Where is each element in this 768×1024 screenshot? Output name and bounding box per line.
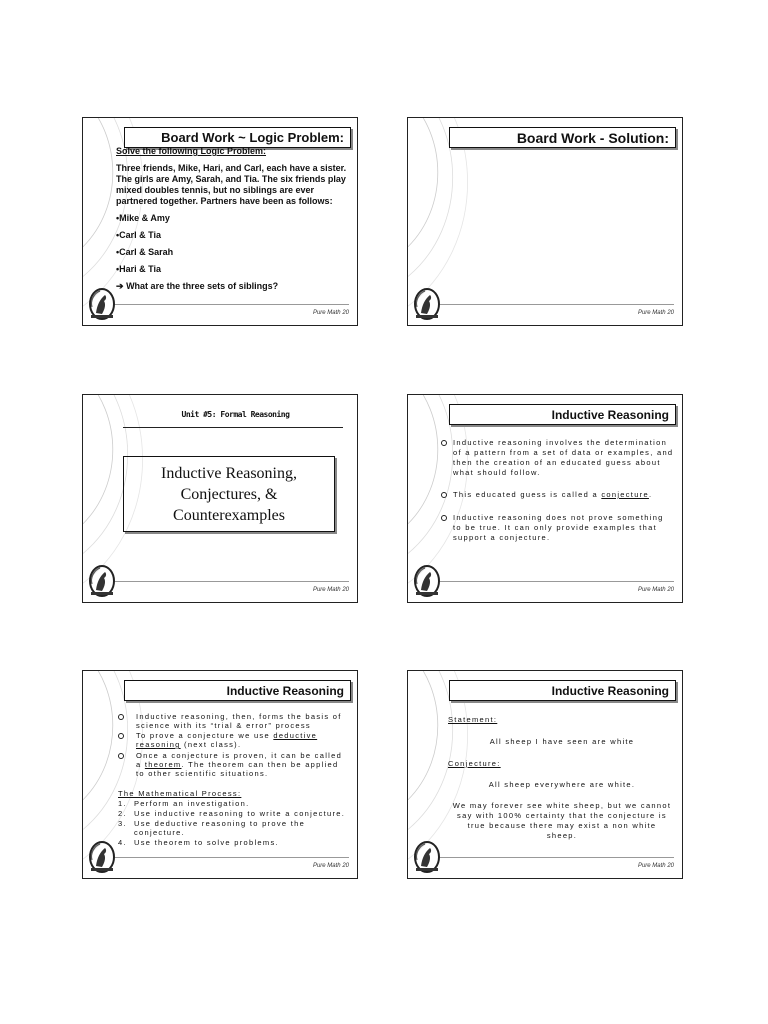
- bullet-icon: [441, 440, 447, 446]
- slide-unit-title: [82, 394, 358, 603]
- school-logo-icon: [413, 840, 441, 874]
- bullet-text: [118, 731, 350, 749]
- school-logo-icon: [88, 840, 116, 874]
- deductive-reasoning-term: deductive reasoning: [136, 731, 318, 749]
- conjecture-note: We may forever see white sheep, but we cannot say with 100% certainty that the conjecture is true because there may exist a non white sheep.: [452, 801, 672, 840]
- process-heading: The Mathematical Process:: [118, 789, 242, 798]
- slide-decoration: [408, 118, 682, 325]
- conjecture-label: Conjecture:: [448, 759, 501, 768]
- step-text: Use deductive reasoning to prove the conjecture.: [134, 819, 306, 837]
- arrow-icon: ➔: [116, 281, 124, 291]
- bullet-text: Inductive reasoning involves the determination of a pattern from a set of data or examples, and then the creation of an educated guess about what should follow.: [453, 438, 674, 477]
- footer-divider: [438, 304, 674, 305]
- bullet-item: [441, 490, 675, 500]
- main-title-line: Counterexamples: [173, 507, 285, 524]
- bullet-item: [118, 751, 350, 778]
- bullet-icon: [118, 753, 124, 759]
- process-step: [118, 819, 350, 837]
- process-steps: [118, 799, 350, 847]
- step-number: 2.: [118, 809, 127, 818]
- bullet-icon: [118, 733, 124, 739]
- school-logo-icon: [88, 564, 116, 598]
- slide-title: Inductive Reasoning: [449, 680, 676, 701]
- bullet-text-part: To prove a conjecture we use: [136, 731, 274, 740]
- bullet-icon: [441, 492, 447, 498]
- slide-title: Inductive Reasoning: [449, 404, 676, 425]
- slide-inductive-reasoning-process: [82, 670, 358, 879]
- slide-inductive-reasoning-example: [407, 670, 683, 879]
- bullet-icon: [441, 515, 447, 521]
- bullet-text-part: Once a conjecture is proven, it can be called a: [136, 751, 343, 769]
- footer-divider: [438, 581, 674, 582]
- unit-label: Unit #5: Formal Reasoning: [181, 410, 290, 419]
- step-text: Perform an investigation.: [134, 799, 250, 808]
- step-number: 3.: [118, 819, 127, 828]
- logic-problem-paragraph: Three friends, Mike, Hari, and Carl, each have a sister. The girls are Amy, Sarah, and Tia. The six friends play mixed doubles tennis, but no siblings are ever partnered together. Partners have been as follows:: [116, 163, 347, 206]
- main-title-box: [123, 456, 335, 532]
- logic-problem-body: [116, 146, 352, 298]
- bullet-text-part: (next class).: [180, 740, 242, 749]
- step-text: Use theorem to solve problems.: [134, 838, 279, 847]
- pair-item: •Hari & Tia: [116, 264, 161, 274]
- slide-logic-problem: [82, 117, 358, 326]
- process-step: [118, 799, 350, 808]
- unit-underline: [123, 427, 343, 428]
- process-step: [118, 809, 350, 818]
- bullet-icon: [118, 714, 124, 720]
- bullet-text: [118, 751, 350, 778]
- footer-divider: [438, 857, 674, 858]
- pair-item: •Carl & Sarah: [116, 247, 174, 257]
- pair-item: •Mike & Amy: [116, 213, 170, 223]
- main-title-line: Conjectures, &: [180, 486, 278, 503]
- main-title-line: Inductive Reasoning,: [161, 465, 297, 482]
- bullet-text: [441, 490, 675, 500]
- footer-divider: [113, 304, 349, 305]
- logic-question: [116, 281, 352, 292]
- step-number: 1.: [118, 799, 127, 808]
- slide-decoration: [408, 671, 682, 878]
- conjecture-term: conjecture: [601, 490, 649, 499]
- school-logo-icon: [88, 287, 116, 321]
- slide-solution: [407, 117, 683, 326]
- logic-problem-heading: Solve the following Logic Problem:: [116, 146, 267, 156]
- slide-title: Board Work ~ Logic Problem:: [124, 127, 351, 148]
- question-text: What are the three sets of siblings?: [126, 281, 279, 291]
- pair-item: •Carl & Tia: [116, 230, 161, 240]
- statement-text: All sheep I have seen are white: [489, 737, 635, 746]
- bullet-text: Inductive reasoning, then, forms the basis of science with its “trial & error” process: [136, 712, 342, 730]
- process-step: [118, 838, 350, 847]
- footer-label: Pure Math 20: [637, 310, 674, 316]
- footer-label: Pure Math 20: [637, 587, 674, 593]
- bullet-text-part: .: [648, 490, 653, 499]
- bullet-text-part: This educated guess is called a: [453, 490, 602, 499]
- bullet-item: [118, 712, 350, 730]
- footer-divider: [113, 581, 349, 582]
- bullet-item: [441, 438, 675, 478]
- footer-label: Pure Math 20: [312, 310, 349, 316]
- bullet-text: Inductive reasoning does not prove something to be true. It can only provide examples that support a conjecture.: [453, 513, 664, 542]
- footer-label: Pure Math 20: [312, 587, 349, 593]
- slide-title: Board Work - Solution:: [449, 127, 676, 148]
- school-logo-icon: [413, 287, 441, 321]
- conjecture-text: All sheep everywhere are white.: [488, 780, 636, 789]
- slide-title: Inductive Reasoning: [124, 680, 351, 701]
- footer-label: Pure Math 20: [312, 863, 349, 869]
- theorem-term: theorem: [144, 760, 182, 769]
- step-number: 4.: [118, 838, 127, 847]
- statement-label: Statement:: [448, 715, 498, 724]
- bullet-item: [441, 513, 675, 543]
- footer-label: Pure Math 20: [637, 863, 674, 869]
- school-logo-icon: [413, 564, 441, 598]
- bullet-text-part: . The theorem can then be applied to other scientific situations.: [136, 760, 339, 778]
- bullet-item: [118, 731, 350, 749]
- slide-inductive-reasoning-definition: [407, 394, 683, 603]
- footer-divider: [113, 857, 349, 858]
- step-text: Use inductive reasoning to write a conjecture.: [134, 809, 346, 818]
